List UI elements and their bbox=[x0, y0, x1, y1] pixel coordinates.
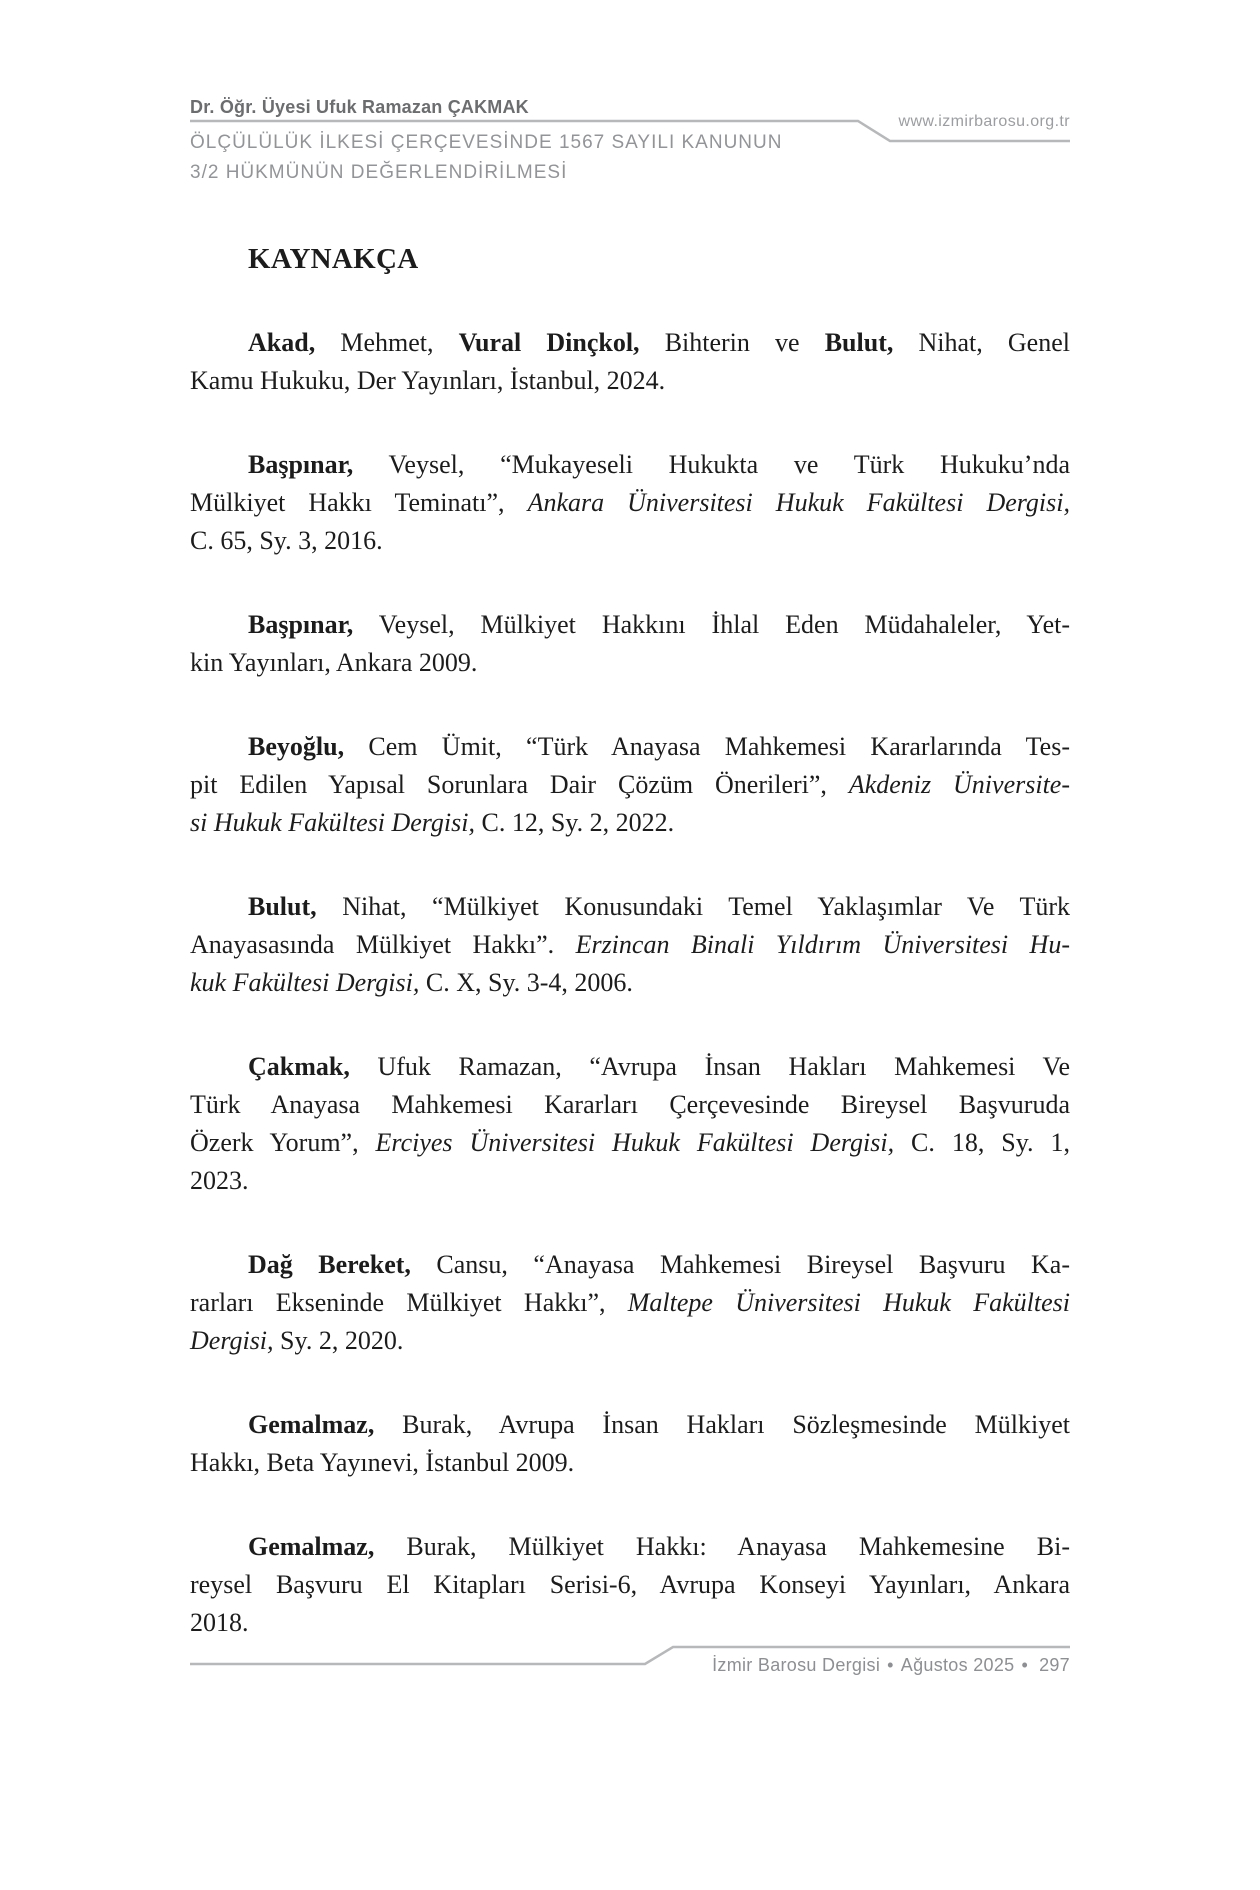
reference-line: Dergisi, Sy. 2, 2020. bbox=[190, 1326, 404, 1355]
reference-line: si Hukuk Fakültesi Dergisi, C. 12, Sy. 2, 2022. bbox=[190, 808, 675, 837]
website-url: www.izmirbarosu.org.tr bbox=[898, 113, 1070, 130]
reference-list bbox=[190, 324, 1070, 1642]
reference-line: Gemalmaz, Burak, Avrupa İnsan Hakları Sözleşmesinde Mülkiyet bbox=[248, 1410, 1070, 1439]
reference-entry bbox=[190, 1406, 1070, 1482]
reference-line: Başpınar, Veysel, Mülkiyet Hakkını İhlal Eden Müdahaleler, Yet- bbox=[248, 610, 1070, 639]
reference-line: C. 65, Sy. 3, 2016. bbox=[190, 526, 383, 555]
journal-name: İzmir Barosu Dergisi bbox=[712, 1655, 881, 1675]
reference-line: pit Edilen Yapısal Sorunlara Dair Çözüm Önerileri”, Akdeniz Üniversite- bbox=[190, 770, 1070, 799]
reference-entry bbox=[190, 1528, 1070, 1642]
reference-line: 2018. bbox=[190, 1608, 249, 1637]
bibliography-section bbox=[190, 240, 1070, 1688]
reference-line: Bulut, Nihat, “Mülkiyet Konusundaki Temel Yaklaşımlar Ve Türk bbox=[248, 892, 1070, 921]
author-name: Dr. Öğr. Üyesi Ufuk Ramazan ÇAKMAK bbox=[190, 97, 529, 117]
reference-line: 2023. bbox=[190, 1166, 249, 1195]
reference-line: Özerk Yorum”, Erciyes Üniversitesi Hukuk Fakültesi Dergisi, C. 18, Sy. 1, bbox=[190, 1128, 1070, 1157]
reference-entry bbox=[190, 606, 1070, 682]
reference-entry bbox=[190, 1246, 1070, 1360]
reference-line: kin Yayınları, Ankara 2009. bbox=[190, 648, 478, 677]
reference-line: Akad, Mehmet, Vural Dinçkol, Bihterin ve Bulut, Nihat, Genel bbox=[248, 328, 1070, 357]
reference-line: rarları Ekseninde Mülkiyet Hakkı”, Maltepe Üniversitesi Hukuk Fakültesi bbox=[190, 1288, 1070, 1317]
separator-dot: • bbox=[887, 1655, 894, 1675]
reference-line: Dağ Bereket, Cansu, “Anayasa Mahkemesi Bireysel Başvuru Ka- bbox=[248, 1250, 1070, 1279]
reference-line: Hakkı, Beta Yayınevi, İstanbul 2009. bbox=[190, 1448, 575, 1477]
reference-line: Çakmak, Ufuk Ramazan, “Avrupa İnsan Hakları Mahkemesi Ve bbox=[248, 1052, 1070, 1081]
reference-entry bbox=[190, 324, 1070, 400]
reference-entry bbox=[190, 446, 1070, 560]
article-title-line2: 3/2 HÜKMÜNÜN DEĞERLENDİRİLMESİ bbox=[190, 162, 568, 183]
separator-dot: • bbox=[1021, 1655, 1029, 1675]
article-title-line1: ÖLÇÜLÜLÜK İLKESİ ÇERÇEVESİNDE 1567 SAYILI KANUNUN bbox=[190, 132, 783, 153]
reference-line: kuk Fakültesi Dergisi, C. X, Sy. 3-4, 2006. bbox=[190, 968, 633, 997]
reference-line: Gemalmaz, Burak, Mülkiyet Hakkı: Anayasa Mahkemesine Bi- bbox=[248, 1532, 1070, 1561]
reference-line: Beyoğlu, Cem Ümit, “Türk Anayasa Mahkemesi Kararlarında Tes- bbox=[248, 732, 1070, 761]
reference-entry bbox=[190, 888, 1070, 1002]
reference-line: Anayasasında Mülkiyet Hakkı”. Erzincan Binali Yıldırım Üniversitesi Hu- bbox=[190, 930, 1070, 959]
reference-entry bbox=[190, 728, 1070, 842]
reference-line: Kamu Hukuku, Der Yayınları, İstanbul, 2024. bbox=[190, 366, 666, 395]
issue-date: Ağustos 2025 bbox=[900, 1655, 1015, 1675]
reference-line: reysel Başvuru El Kitapları Serisi-6, Avrupa Konseyi Yayınları, Ankara bbox=[190, 1570, 1070, 1599]
section-title: KAYNAKÇA bbox=[248, 243, 419, 275]
reference-line: Türk Anayasa Mahkemesi Kararları Çerçevesinde Bireysel Başvuruda bbox=[190, 1090, 1070, 1119]
page-number: 297 bbox=[1039, 1655, 1070, 1675]
reference-line: Başpınar, Veysel, “Mukayeseli Hukukta ve Türk Hukuku’nda bbox=[248, 450, 1070, 479]
reference-entry bbox=[190, 1048, 1070, 1200]
reference-line: Mülkiyet Hakkı Teminatı”, Ankara Üniversitesi Hukuk Fakültesi Dergisi, bbox=[190, 488, 1070, 517]
footer-text bbox=[190, 1652, 1070, 1678]
